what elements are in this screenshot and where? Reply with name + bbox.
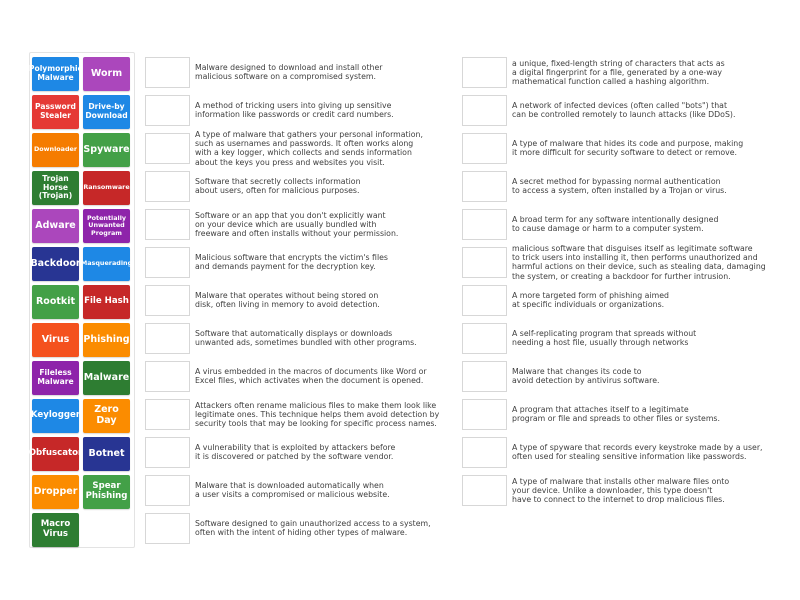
left-clue-text: Malware designed to download and install other malicious software on a compromised system.	[195, 63, 383, 82]
answer-tiles-panel	[29, 52, 135, 548]
right-clue-text: malicious software that disguises itself as legitimate software to trick users into installing it, then performs unauthorized and harmful actions on their device, such as stealing data, damaging the system, or creating a backdoor for further intrusion.	[512, 243, 766, 281]
right-clue-text: A more targeted form of phishing aimed at specific individuals or organizations.	[512, 291, 669, 310]
left-clue-text: Malware that operates without being stored on disk, often living in memory to avoid detection.	[195, 291, 380, 310]
answer-tile-phishing[interactable]: Phishing	[83, 323, 130, 357]
right-drop-slot[interactable]	[462, 171, 507, 202]
answer-tile-file-hash[interactable]: File Hash	[83, 285, 130, 319]
right-clue-text: a unique, fixed-length string of characters that acts as a digital fingerprint for a file, generated by a one-way mathematical function called a hashing algorithm.	[512, 58, 725, 87]
right-clue-text: A network of infected devices (often called "bots") that can be controlled remotely to launch attacks (like DDoS).	[512, 101, 736, 120]
answer-tile-macro-virus[interactable]: Macro Virus	[32, 513, 79, 547]
left-clue-text: Software that secretly collects information about users, often for malicious purposes.	[195, 177, 361, 196]
answer-tile-downloader[interactable]: Downloader	[32, 133, 79, 167]
right-clue-text: A type of malware that hides its code and purpose, making it more difficult for security software to detect or remove.	[512, 139, 744, 158]
left-clue-text: A virus embedded in the macros of documents like Word or Excel files, which activates when the document is opened.	[195, 367, 427, 386]
left-drop-slot[interactable]	[145, 323, 190, 354]
answer-tile-zero-day[interactable]: Zero Day	[83, 399, 130, 433]
answer-tile-spyware[interactable]: Spyware	[83, 133, 130, 167]
left-clue-text: Attackers often rename malicious files to make them look like legitimate ones. This technique helps them avoid detection by security tools that may be looking for specific process names.	[195, 400, 440, 429]
left-drop-slot[interactable]	[145, 57, 190, 88]
answer-tile-dropper[interactable]: Dropper	[32, 475, 79, 509]
answer-tile-potentially-unwanted-program[interactable]: Potentially Unwanted Program	[83, 209, 130, 243]
answer-tile-obfuscator[interactable]: Obfuscator	[32, 437, 79, 471]
answer-tile-virus[interactable]: Virus	[32, 323, 79, 357]
right-drop-slot[interactable]	[462, 361, 507, 392]
right-drop-slot[interactable]	[462, 247, 507, 278]
answer-tile-keylogger[interactable]: Keylogger	[32, 399, 79, 433]
left-drop-slot[interactable]	[145, 285, 190, 316]
left-drop-slot[interactable]	[145, 361, 190, 392]
answer-tile-password-stealer[interactable]: Password Stealer	[32, 95, 79, 129]
left-clue-text: Malware that is downloaded automatically when a user visits a compromised or malicious website.	[195, 481, 390, 500]
left-drop-slot[interactable]	[145, 475, 190, 506]
answer-tile-fileless-malware[interactable]: Fileless Malware	[32, 361, 79, 395]
answer-tile-spear-phishing[interactable]: Spear Phishing	[83, 475, 130, 509]
right-drop-slot[interactable]	[462, 399, 507, 430]
left-clue-text: A method of tricking users into giving up sensitive information like passwords or credit card numbers.	[195, 101, 394, 120]
left-drop-slot[interactable]	[145, 171, 190, 202]
answer-tile-trojan-horse[interactable]: Trojan Horse (Trojan)	[32, 171, 79, 205]
right-drop-slot[interactable]	[462, 133, 507, 164]
answer-tile-backdoor[interactable]: Backdoor	[32, 247, 79, 281]
left-drop-slot[interactable]	[145, 513, 190, 544]
right-drop-slot[interactable]	[462, 475, 507, 506]
left-clue-text: Software designed to gain unauthorized access to a system, often with the intent of hiding other types of malware.	[195, 519, 431, 538]
right-drop-slot[interactable]	[462, 95, 507, 126]
answer-tile-drive-by-download[interactable]: Drive-by Download	[83, 95, 130, 129]
right-clue-text: A program that attaches itself to a legitimate program or file and spreads to other files or systems.	[512, 405, 720, 424]
left-drop-slot[interactable]	[145, 95, 190, 126]
right-clue-text: A type of malware that installs other malware files onto your device. Unlike a downloader, this type doesn't have to connect to the internet to drop malicious files.	[512, 476, 730, 505]
answer-tile-worm[interactable]: Worm	[83, 57, 130, 91]
right-drop-slot[interactable]	[462, 285, 507, 316]
left-clue-text: Software or an app that you don't explicitly want on your device which are usually bundled with freeware and often installs without your permission.	[195, 210, 399, 239]
answer-tile-ransomware[interactable]: Ransomware	[83, 171, 130, 205]
left-drop-slot[interactable]	[145, 247, 190, 278]
right-clue-text: Malware that changes its code to avoid detection by antivirus software.	[512, 367, 660, 386]
right-drop-slot[interactable]	[462, 57, 507, 88]
left-clue-text: A vulnerability that is exploited by attackers before it is discovered or patched by the software vendor.	[195, 443, 396, 462]
right-drop-slot[interactable]	[462, 323, 507, 354]
answer-tile-polymorphic-malware[interactable]: Polymorphic Malware	[32, 57, 79, 91]
right-drop-slot[interactable]	[462, 437, 507, 468]
left-drop-slot[interactable]	[145, 133, 190, 164]
answer-tile-rootkit[interactable]: Rootkit	[32, 285, 79, 319]
left-drop-slot[interactable]	[145, 209, 190, 240]
answer-tile-masquerading[interactable]: Masquerading	[83, 247, 130, 281]
right-clue-text: A type of spyware that records every keystroke made by a user, often used for stealing sensitive information like passwords.	[512, 443, 763, 462]
left-clue-text: Malicious software that encrypts the victim's files and demands payment for the decryption key.	[195, 253, 388, 272]
right-clue-text: A self-replicating program that spreads without needing a host file, usually through networks	[512, 329, 697, 348]
left-drop-slot[interactable]	[145, 437, 190, 468]
right-drop-slot[interactable]	[462, 209, 507, 240]
answer-tile-malware[interactable]: Malware	[83, 361, 130, 395]
left-clue-text: Software that automatically displays or downloads unwanted ads, sometimes bundled with other programs.	[195, 329, 417, 348]
answer-tile-botnet[interactable]: Botnet	[83, 437, 130, 471]
left-drop-slot[interactable]	[145, 399, 190, 430]
right-clue-text: A secret method for bypassing normal authentication to access a system, often installed by a Trojan or virus.	[512, 177, 727, 196]
left-clue-text: A type of malware that gathers your personal information, such as usernames and passwords. It often works along with a key logger, which collects and sends information about the keys you press and websites you visit.	[195, 129, 423, 167]
answer-tile-adware[interactable]: Adware	[32, 209, 79, 243]
right-clue-text: A broad term for any software intentionally designed to cause damage or harm to a computer system.	[512, 215, 719, 234]
